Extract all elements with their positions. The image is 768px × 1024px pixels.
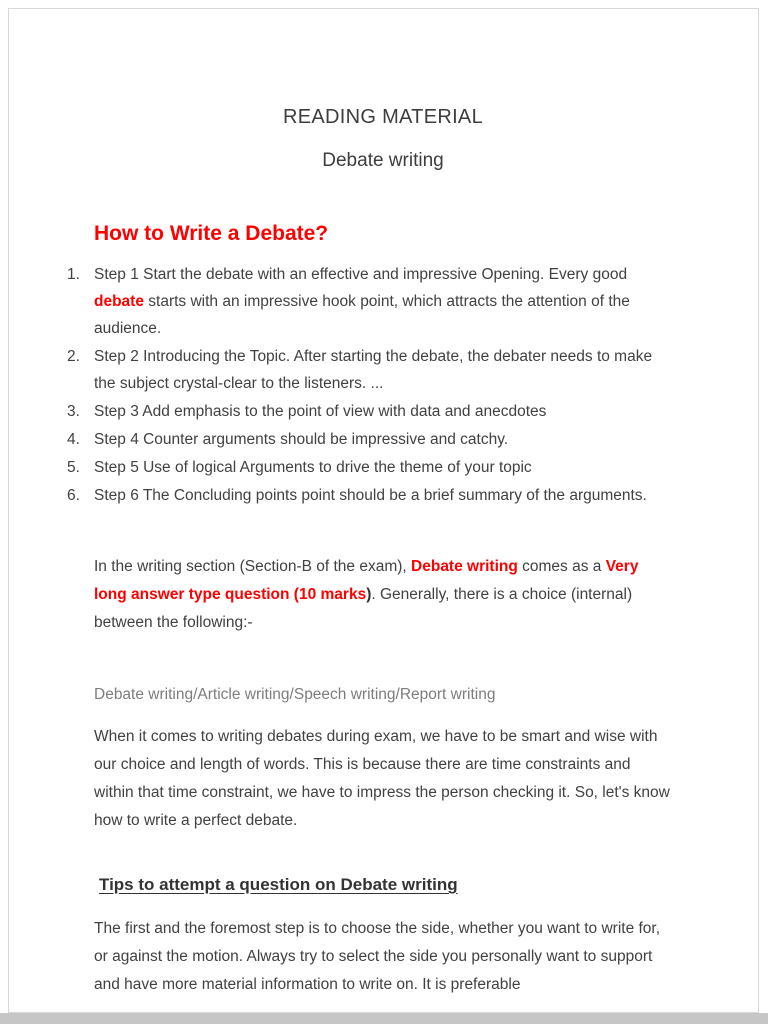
list-item-3 xyxy=(67,398,672,425)
list-item-number: 5. xyxy=(67,459,80,476)
exam-note-segment: ) xyxy=(366,586,372,603)
list-item-4 xyxy=(67,426,672,453)
exam-note-paragraph xyxy=(94,553,672,637)
list-item-2 xyxy=(67,343,672,397)
step-text-highlight: debate xyxy=(94,293,144,310)
exam-note-highlight-debate-writing: Debate writing xyxy=(411,558,518,575)
list-item-text: Step 4 Counter arguments should be impressive and catchy. xyxy=(94,431,509,448)
document-title: READING MATERIAL xyxy=(282,106,483,128)
list-item-1 xyxy=(67,261,672,342)
list-item-number: 1. xyxy=(67,266,80,283)
exam-note-segment: In the writing section (Section-B of the exam), xyxy=(94,558,412,575)
exam-advice-paragraph: When it comes to writing debates during exam, we have to be smart and wise with our choice and length of words. This is because there are time constraints and within that time constraint, we have to impress the person checking it. So, let's know how to write a perfect debate. xyxy=(94,728,670,829)
exam-note-highlight-question-type: Very long answer type question (10 marks xyxy=(94,558,639,603)
tips-paragraph: The first and the foremost step is to choose the side, whether you want to write for, or against the motion. Always try to select the side you personally want to support and have more material information to write on. It is preferable xyxy=(94,920,661,993)
exam-note-segment: . Generally, there is a choice (internal) between the following:- xyxy=(94,586,633,631)
list-item-number: 6. xyxy=(67,487,80,504)
list-item-6 xyxy=(67,482,672,509)
step-text-segment: starts with an impressive hook point, which attracts the attention of the audience. xyxy=(94,293,630,337)
step-text-segment: Step 1 Start the debate with an effective and impressive Opening. Every good xyxy=(94,266,628,283)
writing-options-line: Debate writing/Article writing/Speech writing/Report writing xyxy=(94,686,496,703)
list-item-number: 3. xyxy=(67,403,80,420)
tips-section-heading: Tips to attempt a question on Debate writing xyxy=(99,875,458,894)
list-item-5 xyxy=(67,454,672,481)
list-item-text xyxy=(94,261,672,342)
document-subtitle: Debate writing xyxy=(322,150,444,171)
list-item-text: Step 5 Use of logical Arguments to drive the theme of your topic xyxy=(94,459,532,476)
list-item-number: 2. xyxy=(67,348,80,365)
list-item-text: Step 6 The Concluding points point should be a brief summary of the arguments. xyxy=(94,487,647,504)
page-bottom-gap xyxy=(0,1013,768,1024)
list-item-text: Step 2 Introducing the Topic. After starting the debate, the debater needs to make the subject crystal-clear to the listeners. ... xyxy=(94,348,653,392)
list-item-number: 4. xyxy=(67,431,80,448)
steps-list xyxy=(67,261,672,509)
document-content xyxy=(0,106,768,999)
list-item-text: Step 3 Add emphasis to the point of view with data and anecdotes xyxy=(94,403,547,420)
exam-note-segment: comes as a xyxy=(517,558,606,575)
section-heading-how-to-write-a-debate: How to Write a Debate? xyxy=(94,222,329,245)
